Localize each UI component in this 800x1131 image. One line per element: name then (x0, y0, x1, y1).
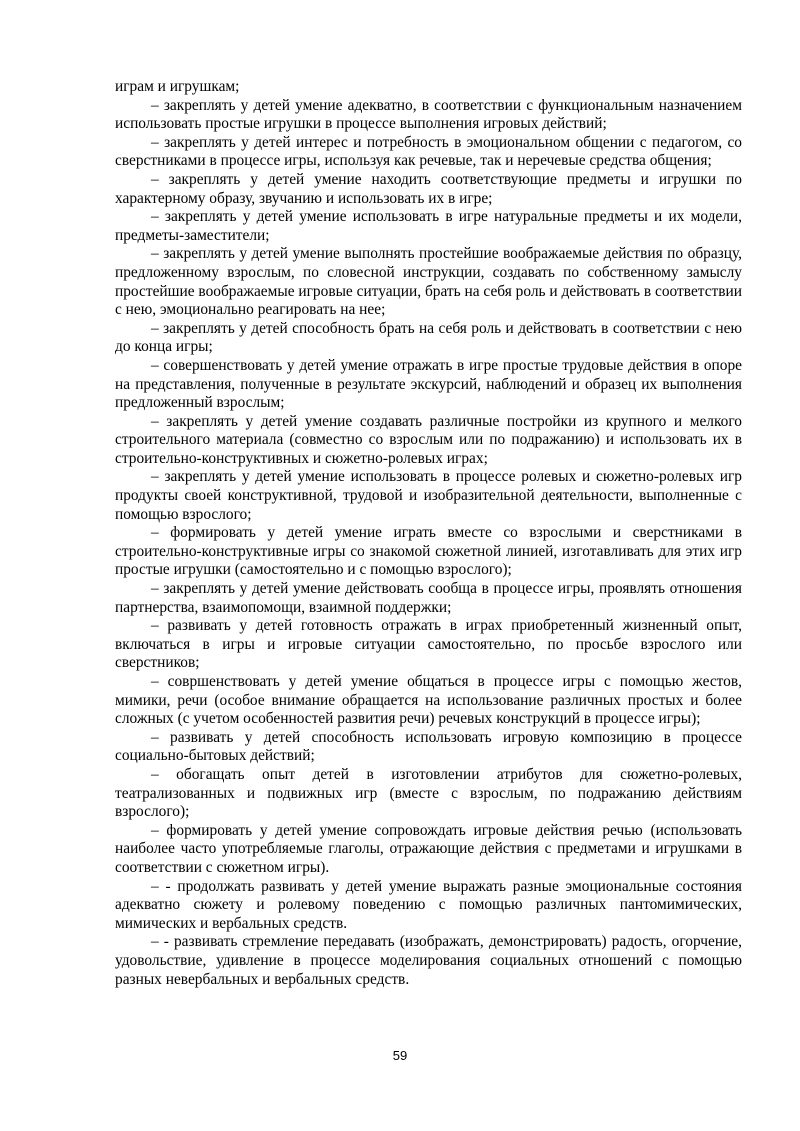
list-item: – закреплять у детей умение выполнять простейшие воображаемые действия по образцу, предложенному взрослым, по словесной инструкции, создавать по собственному замыслу простейшие воображаемые игровые ситуации, брать на себя роль и действовать в соответствии с нею, эмоционально реагировать на нее; (115, 245, 742, 319)
list-item: – совршенствовать у детей умение общаться в процессе игры с помощью жестов, мимики, речи (особое внимание обращается на использование различных простых и более сложных (с учетом особенностей развития речи) речевых конструкций в процессе игры); (115, 673, 742, 728)
list-item: – - развивать стремление передавать (изображать, демонстрировать) радость, огорчение, удовольствие, удивление в процессе моделирования социальных отношений с помощью разных невербальных и вербальных средств. (115, 933, 742, 988)
page-number: 59 (392, 1048, 408, 1063)
list-item: – закреплять у детей умение создавать различные постройки из крупного и мелкого строительного материала (совместно со взрослым или по подражанию) и использовать их в строительно-конструктивных и сюжетно-ролевых играх; (115, 412, 742, 467)
list-item: – закреплять у детей умение адекватно, в соответствии с функциональным назначением использовать простые игрушки в процессе выполнения игровых действий; (115, 96, 742, 133)
list-item: – формировать у детей умение играть вместе со взрослыми и сверстниками в строительно-конструктивные игры со знакомой сюжетной линией, изготавливать для этих игр простые игрушки (самостоятельно и с помощью взрослого); (115, 524, 742, 579)
page-body (115, 78, 742, 989)
list-item: – закреплять у детей умение действовать сообща в процессе игры, проявлять отношения партнерства, взаимопомощи, взаимной поддержки; (115, 580, 742, 616)
list-item: – закреплять у детей умение использовать в игре натуральные предметы и их модели, предметы-заместители; (115, 208, 742, 244)
list-item: – закреплять у детей способность брать на себя роль и действовать в соответствии с нею до конца игры; (115, 319, 742, 356)
list-item: – формировать у детей умение сопровождать игровые действия речью (использовать наиболее часто употребляемые глаголы, отражающие действия с предметами и игрушками в соответствии с сюжетном игры). (115, 821, 742, 876)
list-item: – развивать у детей готовность отражать в играх приобретенный жизненный опыт, включаться в игры и игровые ситуации самостоятельно, по просьбе взрослого или сверстников; (115, 617, 742, 672)
list-item: – развивать у детей способность использовать игровую композицию в процессе социально-бытовых действий; (115, 728, 742, 765)
lead-line: играм и игрушкам; (115, 78, 240, 95)
list-item: – совершенствовать у детей умение отражать в игре простые трудовые действия в опоре на представления, полученные в результате экскурсий, наблюдений и образец их выполнения предложенный взрослым; (115, 356, 742, 412)
list-item: – обогащать опыт детей в изготовлении атрибутов для сюжетно-ролевых, театрализованных и подвижных игр (вместе с взрослым, по подражанию действиям взрослого); (115, 765, 742, 821)
list-item: – закреплять у детей умение использовать в процессе ролевых и сюжетно-ролевых игр продукты своей конструктивной, трудовой и изобразительной деятельности, выполненные с помощью взрослого; (115, 468, 742, 523)
list-item: – закреплять у детей умение находить соответствующие предметы и игрушки по характерному образу, звучанию и использовать их в игре; (115, 170, 742, 207)
list-item: – закреплять у детей интерес и потребность в эмоциональном общении с педагогом, со сверстниками в процессе игры, используя как речевые, так и неречевые средства общения; (115, 133, 742, 170)
list-item: – - продолжать развивать у детей умение выражать разные эмоциональные состояния адекватно сюжету и ролевому поведению с помощью различных пантомимических, мимических и вербальных средств. (115, 877, 742, 932)
